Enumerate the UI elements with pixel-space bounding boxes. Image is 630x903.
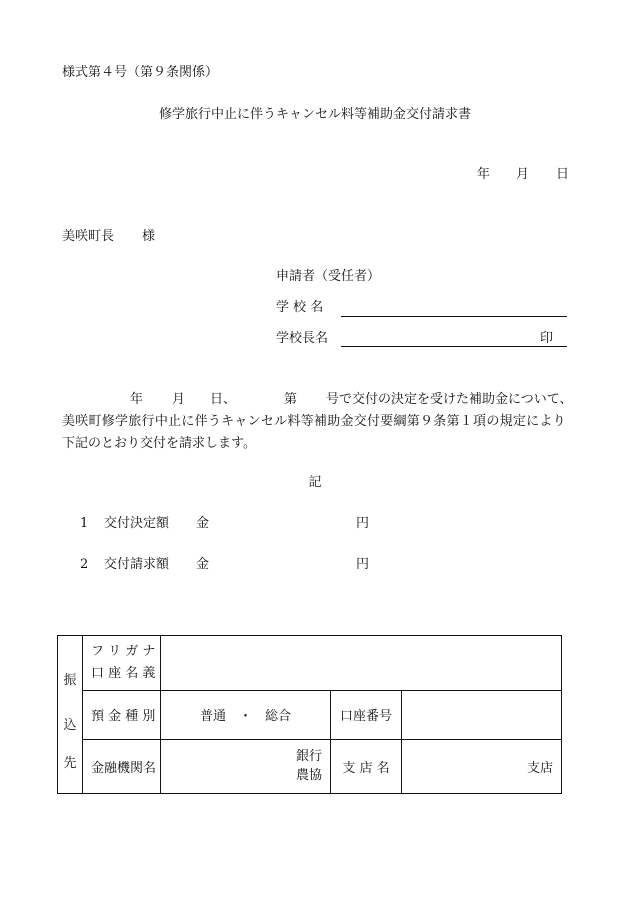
- addressee-honorific: 様: [142, 229, 156, 244]
- seal-label: 印: [540, 331, 554, 346]
- school-name-line[interactable]: [341, 316, 567, 317]
- institution-field[interactable]: [161, 739, 331, 793]
- date-day-label: 日: [556, 167, 570, 182]
- item-1-prefix: 金: [196, 516, 210, 531]
- body-line1-rest: 号で交付の決定を受けた補助金について、: [326, 392, 573, 407]
- body-dai: 第: [284, 392, 298, 407]
- item-2-label: 交付請求額: [104, 557, 170, 572]
- principal-name-label: 学校長名: [276, 331, 329, 346]
- coop-label: 農協: [295, 768, 322, 784]
- transfer-account-table: [57, 635, 562, 794]
- body-month: 月: [172, 392, 186, 407]
- applicant-heading: 申請者（受任者）: [276, 269, 381, 284]
- body-line3: 下記のとおり交付を請求します。: [62, 436, 256, 451]
- date-year-label: 年: [477, 167, 491, 182]
- item-1-number: 1: [80, 516, 89, 531]
- furigana-label: フ リ ガ ナ: [91, 644, 156, 660]
- deposit-type-options[interactable]: 普通 ・ 総合: [161, 691, 331, 739]
- side-char-1: 振: [63, 673, 77, 688]
- principal-name-line[interactable]: [341, 346, 567, 347]
- deposit-type-label: 預 金 種 別: [83, 691, 161, 739]
- account-holder-label-cell: [83, 636, 161, 691]
- branch-field[interactable]: 支店: [402, 739, 562, 793]
- body-line2: 美咲町修学旅行中止に伴うキャンセル料等補助金交付要綱第９条第１項の規定により: [62, 414, 566, 429]
- item-2-prefix: 金: [196, 557, 210, 572]
- bank-label: 銀行: [295, 749, 322, 765]
- item-1-unit: 円: [356, 516, 370, 531]
- school-name-label: 学 校 名: [276, 300, 324, 315]
- account-number-field[interactable]: [402, 691, 562, 739]
- ki-heading: 記: [308, 475, 322, 490]
- account-holder-field[interactable]: [161, 636, 562, 691]
- transfer-destination-label: [58, 636, 83, 794]
- branch-name-label: 支 店 名: [331, 739, 402, 793]
- date-month-label: 月: [516, 167, 530, 182]
- side-char-3: 先: [63, 756, 77, 771]
- item-1-label: 交付決定額: [104, 516, 170, 531]
- institution-label: 金融機関名: [83, 739, 161, 793]
- account-holder-label: 口 座 名 義: [91, 666, 156, 682]
- item-2-unit: 円: [356, 557, 370, 572]
- side-char-2: 込: [63, 718, 77, 733]
- body-day: 日、: [210, 392, 237, 407]
- document-title: 修学旅行中止に伴うキャンセル料等補助金交付請求書: [158, 107, 471, 122]
- form-number: 様式第４号（第９条関係）: [62, 65, 219, 80]
- item-2-number: 2: [80, 557, 89, 572]
- body-year: 年: [130, 392, 144, 407]
- addressee-name: 美咲町長: [62, 229, 115, 244]
- account-number-label: 口座番号: [331, 691, 402, 739]
